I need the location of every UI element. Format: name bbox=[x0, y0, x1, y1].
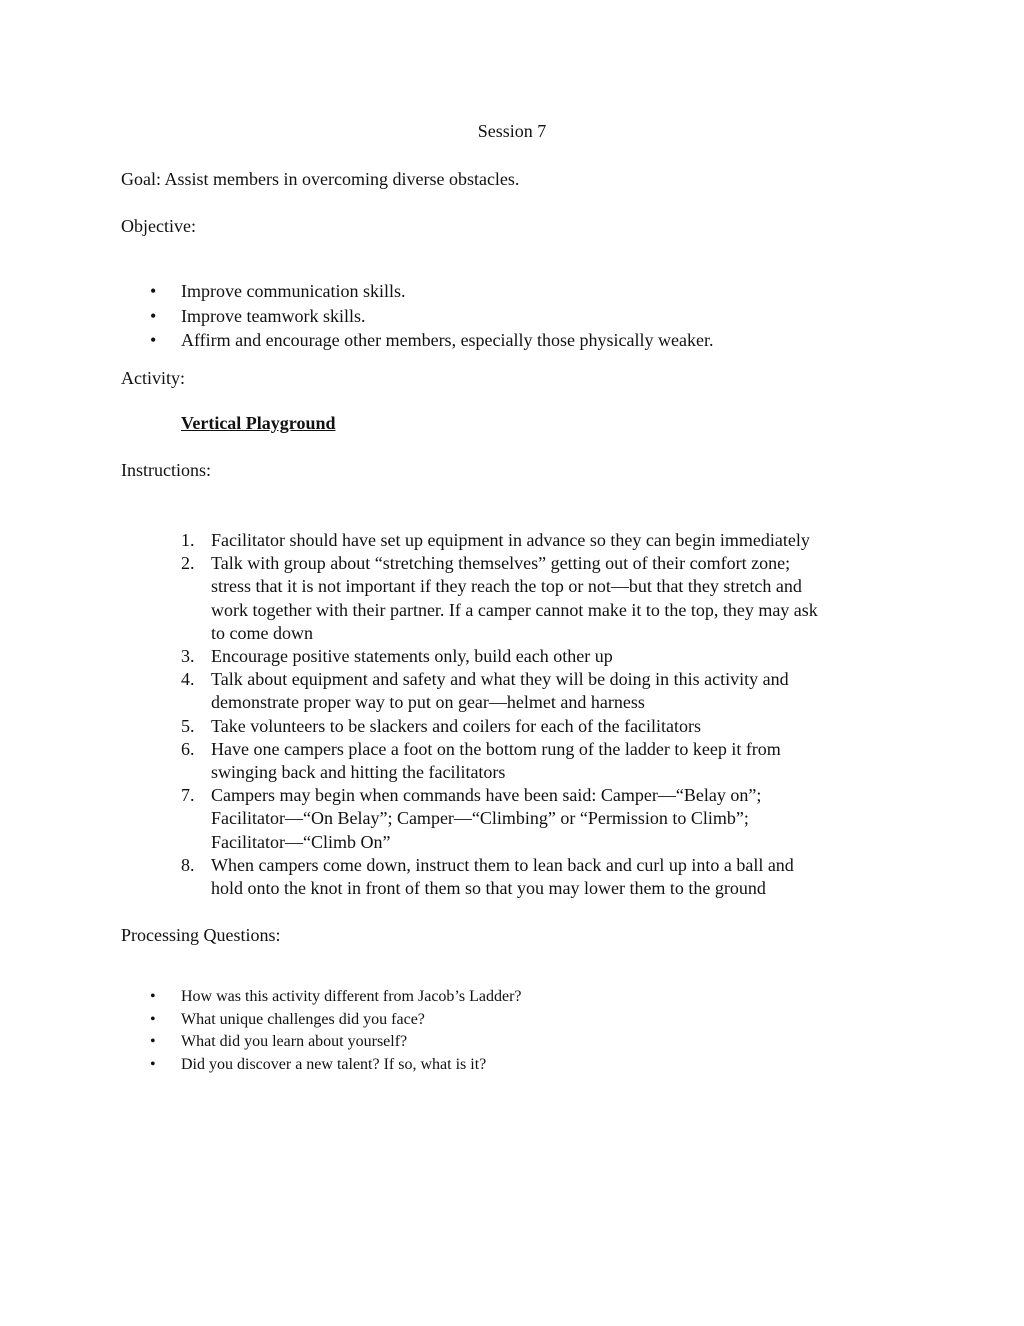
list-item bbox=[150, 304, 713, 329]
objective-text: Affirm and encourage other members, especially those physically weaker. bbox=[181, 330, 714, 350]
instruction-line: demonstrate proper way to put on gear—helmet and harness bbox=[211, 692, 645, 713]
instruction-line: Talk about equipment and safety and what they will be doing in this activity and bbox=[211, 669, 789, 690]
question-text: What did you learn about yourself? bbox=[181, 1033, 408, 1050]
question-text: Did you discover a new talent? If so, what is it? bbox=[181, 1055, 487, 1073]
item-number: 2. bbox=[181, 553, 195, 574]
list-item bbox=[150, 279, 713, 304]
instruction-line: Facilitator—“On Belay”; Camper—“Climbing” or “Permission to Climb”; bbox=[211, 808, 749, 829]
item-number: 4. bbox=[181, 669, 195, 690]
item-number: 6. bbox=[181, 738, 195, 759]
list-item bbox=[181, 854, 818, 900]
list-item bbox=[150, 1009, 522, 1032]
list-item bbox=[181, 738, 818, 784]
question-text: How was this activity different from Jacob’s Ladder? bbox=[181, 988, 522, 1005]
bullet-icon: • bbox=[150, 1010, 156, 1028]
instruction-line: Talk with group about “stretching themselves” getting out of their comfort zone; bbox=[211, 553, 791, 574]
list-item bbox=[150, 986, 522, 1009]
list-item bbox=[181, 784, 818, 854]
bullet-icon: • bbox=[150, 281, 157, 301]
instructions-list bbox=[181, 529, 818, 900]
instruction-line: to come down bbox=[211, 622, 313, 643]
instruction-line: stress that it is not important if they reach the top or not—but that they stretch and bbox=[211, 576, 802, 597]
list-item bbox=[150, 1031, 522, 1054]
list-item bbox=[181, 552, 818, 645]
goal-text: Goal: Assist members in overcoming diverse obstacles. bbox=[121, 169, 520, 189]
list-item bbox=[181, 529, 818, 552]
questions-list bbox=[150, 986, 522, 1076]
activity-label: Activity: bbox=[121, 368, 185, 388]
list-item bbox=[181, 715, 818, 738]
session-title: Session 7 bbox=[477, 121, 547, 141]
objective-label: Objective: bbox=[121, 216, 196, 236]
bullet-icon: • bbox=[150, 305, 157, 326]
instruction-line: hold onto the knot in front of them so that you may lower them to the ground bbox=[211, 878, 766, 899]
list-item bbox=[150, 1054, 522, 1077]
item-number: 5. bbox=[181, 715, 195, 736]
item-number: 8. bbox=[181, 854, 195, 875]
list-item bbox=[181, 668, 818, 714]
processing-questions-label: Processing Questions: bbox=[121, 925, 281, 945]
instruction-line: Facilitator—“Climb On” bbox=[211, 831, 391, 852]
activity-name: Vertical Playground bbox=[181, 413, 336, 433]
instruction-line: Facilitator should have set up equipment in advance so they can begin immediately bbox=[211, 530, 810, 550]
instructions-label: Instructions: bbox=[121, 460, 211, 480]
instruction-line: Encourage positive statements only, build each other up bbox=[211, 646, 613, 667]
item-number: 3. bbox=[181, 646, 195, 667]
bullet-icon: • bbox=[150, 1055, 156, 1073]
objectives-list bbox=[150, 279, 713, 353]
list-item bbox=[181, 645, 818, 668]
objective-text: Improve teamwork skills. bbox=[181, 305, 366, 326]
item-number: 7. bbox=[181, 785, 195, 806]
list-item bbox=[150, 328, 713, 353]
bullet-icon: • bbox=[150, 330, 157, 350]
instruction-line: Take volunteers to be slackers and coilers for each of the facilitators bbox=[211, 715, 702, 736]
item-number: 1. bbox=[181, 530, 195, 550]
bullet-icon: • bbox=[150, 988, 156, 1005]
instruction-line: When campers come down, instruct them to lean back and curl up into a ball and bbox=[211, 854, 794, 875]
question-text: What unique challenges did you face? bbox=[181, 1010, 425, 1028]
instruction-line: swinging back and hitting the facilitators bbox=[211, 762, 506, 783]
instruction-line: work together with their partner. If a camper cannot make it to the top, they may ask bbox=[211, 599, 818, 620]
instruction-line: Campers may begin when commands have been said: Camper—“Belay on”; bbox=[211, 785, 762, 806]
instruction-line: Have one campers place a foot on the bottom rung of the ladder to keep it from bbox=[211, 738, 781, 759]
bullet-icon: • bbox=[150, 1033, 156, 1050]
objective-text: Improve communication skills. bbox=[181, 281, 406, 301]
